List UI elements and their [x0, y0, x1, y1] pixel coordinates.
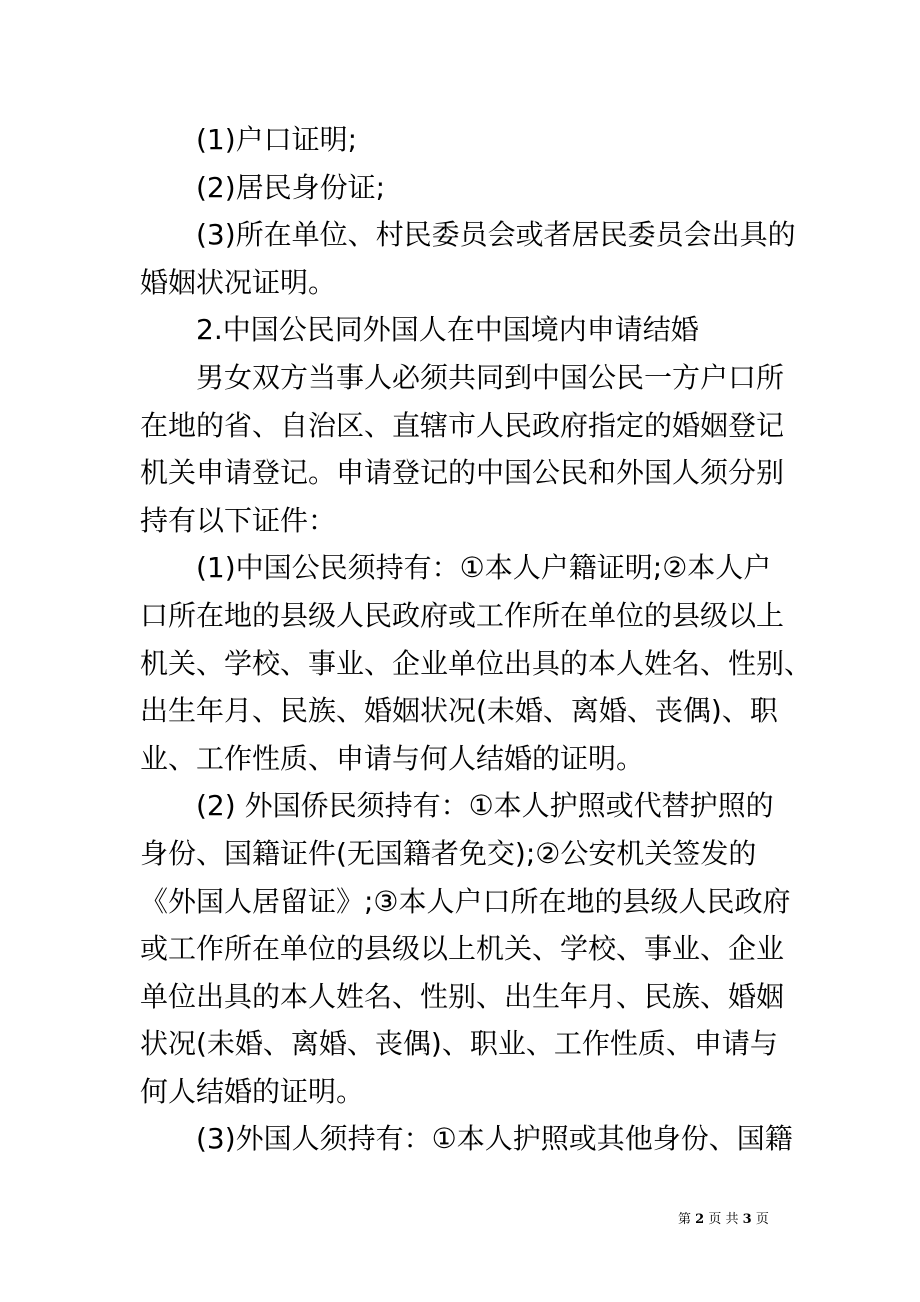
text-line: (2) 外国侨民须持有：①本人护照或代替护照的 — [196, 789, 774, 823]
text-line: 在地的省、自治区、直辖市人民政府指定的婚姻登记 — [140, 408, 785, 442]
text-line: 持有以下证件： — [140, 503, 337, 537]
text-line: 男女双方当事人必须共同到中国公民一方户口所 — [196, 360, 785, 394]
page-middle: 页 共 — [708, 1212, 739, 1227]
text-line: 状况(未婚、离婚、丧偶)、职业、工作性质、申请与 — [140, 1027, 778, 1061]
paragraph-id-card — [140, 164, 785, 212]
text-line: 2.中国公民同外国人在中国境内申请结婚 — [196, 313, 699, 347]
page-number-indicator — [678, 1208, 769, 1227]
text-line: 《外国人居留证》;③本人户口所在地的县级人民政府 — [140, 884, 791, 918]
text-line: 业、工作性质、申请与何人结婚的证明。 — [140, 741, 645, 775]
text-line: 机关申请登记。申请登记的中国公民和外国人须分别 — [140, 456, 785, 490]
section-heading-foreign-marriage — [140, 306, 785, 354]
text-line: (3)外国人须持有：①本人护照或其他身份、国籍 — [196, 1122, 793, 1156]
text-line: 或工作所在单位的县级以上机关、学校、事业、企业 — [140, 932, 785, 966]
text-line: 出生年月、民族、婚姻状况(未婚、离婚、丧偶)、职 — [140, 694, 778, 728]
document-body — [140, 116, 813, 1163]
paragraph-chinese-citizen-documents — [140, 544, 813, 782]
paragraph-foreigner-documents — [140, 1115, 793, 1163]
text-line: 何人结婚的证明。 — [140, 1074, 365, 1108]
text-line: (1)户口证明; — [196, 123, 358, 156]
paragraph-marital-status-proof — [140, 211, 796, 306]
current-page-number: 2 — [695, 1212, 705, 1227]
text-line: 口所在地的县级人民政府或工作所在单位的县级以上 — [140, 598, 785, 632]
text-line: 机关、学校、事业、企业单位出具的本人姓名、性别、 — [140, 646, 813, 680]
paragraph-household-proof — [140, 116, 785, 164]
text-line: 婚姻状况证明。 — [140, 265, 337, 299]
text-line: (3)所在单位、村民委员会或者居民委员会出具的 — [196, 218, 796, 252]
text-line: (2)居民身份证; — [196, 170, 386, 204]
total-page-number: 3 — [742, 1212, 752, 1227]
text-line: 单位出具的本人姓名、性别、出生年月、民族、婚姻 — [140, 979, 785, 1013]
page-prefix: 第 — [678, 1212, 692, 1227]
text-line: 身份、国籍证件(无国籍者免交);②公安机关签发的 — [140, 836, 757, 870]
paragraph-registration-requirement — [140, 354, 785, 544]
paragraph-foreign-resident-documents — [140, 782, 791, 1115]
text-line: (1)中国公民须持有：①本人户籍证明;②本人户 — [196, 551, 772, 585]
page-suffix: 页 — [755, 1212, 769, 1227]
